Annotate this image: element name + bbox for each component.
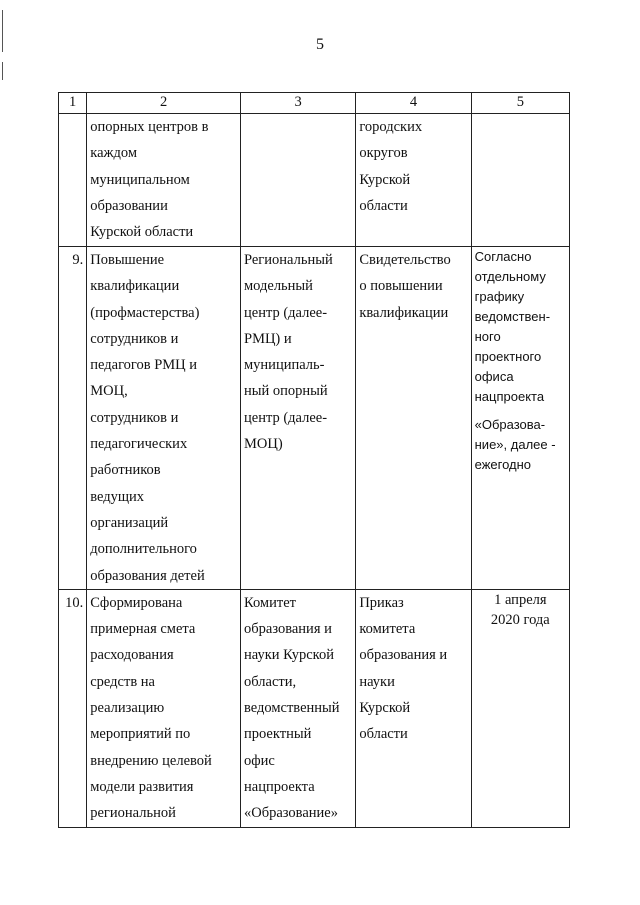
text-line: расходования bbox=[90, 647, 174, 664]
text-line: Повышение bbox=[90, 252, 165, 268]
text-line: центр (далее- bbox=[244, 409, 328, 426]
text-line: Приказ bbox=[359, 594, 404, 611]
text-line: нацпроекта bbox=[474, 389, 545, 404]
deadline-text-part bbox=[475, 415, 566, 475]
text-line: науки bbox=[359, 673, 395, 690]
text-line: ведомствен- bbox=[474, 309, 551, 324]
text-line: офис bbox=[244, 752, 275, 769]
text-line: образовании bbox=[90, 197, 168, 214]
text-line: проектный bbox=[244, 726, 312, 743]
text-line: образования и bbox=[359, 647, 448, 664]
text-line: ежегодно bbox=[474, 457, 532, 472]
text-line: муниципаль- bbox=[244, 357, 325, 374]
table-row bbox=[59, 247, 570, 590]
text-line: отдельному bbox=[474, 269, 546, 284]
margin-mark bbox=[2, 62, 3, 80]
text-line: Комитет bbox=[244, 594, 296, 611]
text-line: МОЦ, bbox=[90, 383, 128, 400]
text-line: ный опорный bbox=[244, 383, 328, 400]
row-number: 9. bbox=[59, 247, 87, 590]
text-line: каждом bbox=[90, 145, 138, 162]
table-header-row bbox=[59, 93, 570, 114]
text-line: внедрению целевой bbox=[90, 752, 212, 769]
text-line: городских bbox=[359, 119, 423, 135]
text-line: Курской bbox=[359, 171, 411, 188]
responsible-cell bbox=[241, 114, 356, 247]
text-line: ние», далее - bbox=[474, 437, 556, 452]
text-line: Свидетельство bbox=[359, 252, 451, 268]
text-line: области bbox=[359, 197, 408, 214]
text-line: Курской bbox=[359, 700, 411, 717]
text-line: области, bbox=[244, 673, 297, 690]
event-cell bbox=[87, 589, 241, 827]
row-number: 10. bbox=[59, 589, 87, 827]
table-row bbox=[59, 114, 570, 247]
text-line: сотрудников и bbox=[90, 409, 179, 426]
text-line: Сформирована bbox=[90, 594, 183, 611]
deadline-cell bbox=[471, 114, 569, 247]
text-line: области bbox=[359, 726, 408, 743]
deadline-cell bbox=[471, 589, 569, 827]
header-cell: 4 bbox=[356, 93, 471, 114]
text-line: ведущих bbox=[90, 488, 145, 505]
text-line: науки Курской bbox=[244, 647, 334, 664]
text-line: «Образова- bbox=[474, 417, 546, 432]
text-line: «Образование» bbox=[244, 805, 338, 822]
deadline-cell bbox=[471, 247, 569, 590]
responsible-cell bbox=[241, 247, 356, 590]
text-line: МОЦ) bbox=[244, 436, 283, 453]
responsible-cell bbox=[241, 589, 356, 827]
text-line: образования детей bbox=[90, 567, 205, 584]
event-cell bbox=[87, 247, 241, 590]
result-cell bbox=[356, 114, 471, 247]
text-line: мероприятий по bbox=[90, 726, 191, 743]
text-line: Согласно bbox=[474, 249, 532, 264]
header-cell: 2 bbox=[87, 93, 241, 114]
text-line: квалификации bbox=[90, 278, 180, 295]
text-line: квалификации bbox=[359, 304, 449, 321]
result-cell bbox=[356, 247, 471, 590]
text-line: проектного bbox=[474, 349, 542, 364]
text-line: работников bbox=[90, 462, 161, 479]
text-line: средств на bbox=[90, 673, 155, 690]
text-line: Курской области bbox=[90, 224, 194, 241]
text-line: муниципальном bbox=[90, 171, 190, 188]
result-cell bbox=[356, 589, 471, 827]
text-line: ведомственный bbox=[244, 700, 340, 717]
text-line: (профмастерства) bbox=[90, 304, 200, 321]
text-line: сотрудников и bbox=[90, 330, 179, 347]
text-line: центр (далее- bbox=[244, 304, 328, 321]
text-line: офиса bbox=[474, 369, 514, 384]
text-line: графику bbox=[474, 289, 525, 304]
header-cell: 1 bbox=[59, 93, 87, 114]
text-line: модельный bbox=[244, 278, 313, 295]
table-row bbox=[59, 589, 570, 827]
text-line: региональной bbox=[90, 805, 176, 822]
text-line: реализацию bbox=[90, 700, 165, 717]
event-cell bbox=[87, 114, 241, 247]
text-line: модели развития bbox=[90, 778, 194, 795]
deadline-text-part bbox=[475, 247, 566, 407]
header-cell: 3 bbox=[241, 93, 356, 114]
document-table bbox=[58, 92, 570, 828]
text-line: 1 апреля bbox=[494, 591, 547, 608]
row-number bbox=[59, 114, 87, 247]
text-line: педагогических bbox=[90, 436, 188, 453]
text-line: округов bbox=[359, 145, 408, 162]
header-cell: 5 bbox=[471, 93, 569, 114]
text-line: комитета bbox=[359, 621, 416, 638]
text-line: 2020 года bbox=[490, 611, 550, 628]
text-line: нацпроекта bbox=[244, 778, 315, 795]
text-line: Региональный bbox=[244, 252, 333, 268]
text-line: опорных центров в bbox=[90, 119, 209, 135]
page-number: 5 bbox=[316, 36, 324, 53]
text-line: ного bbox=[474, 329, 501, 344]
text-line: примерная смета bbox=[90, 621, 196, 638]
text-line: о повышении bbox=[359, 278, 443, 295]
text-line: РМЦ) и bbox=[244, 330, 292, 347]
text-line: дополнительного bbox=[90, 541, 197, 558]
text-line: образования и bbox=[244, 621, 332, 638]
text-line: организаций bbox=[90, 514, 169, 531]
text-line: педагогов РМЦ и bbox=[90, 357, 198, 374]
